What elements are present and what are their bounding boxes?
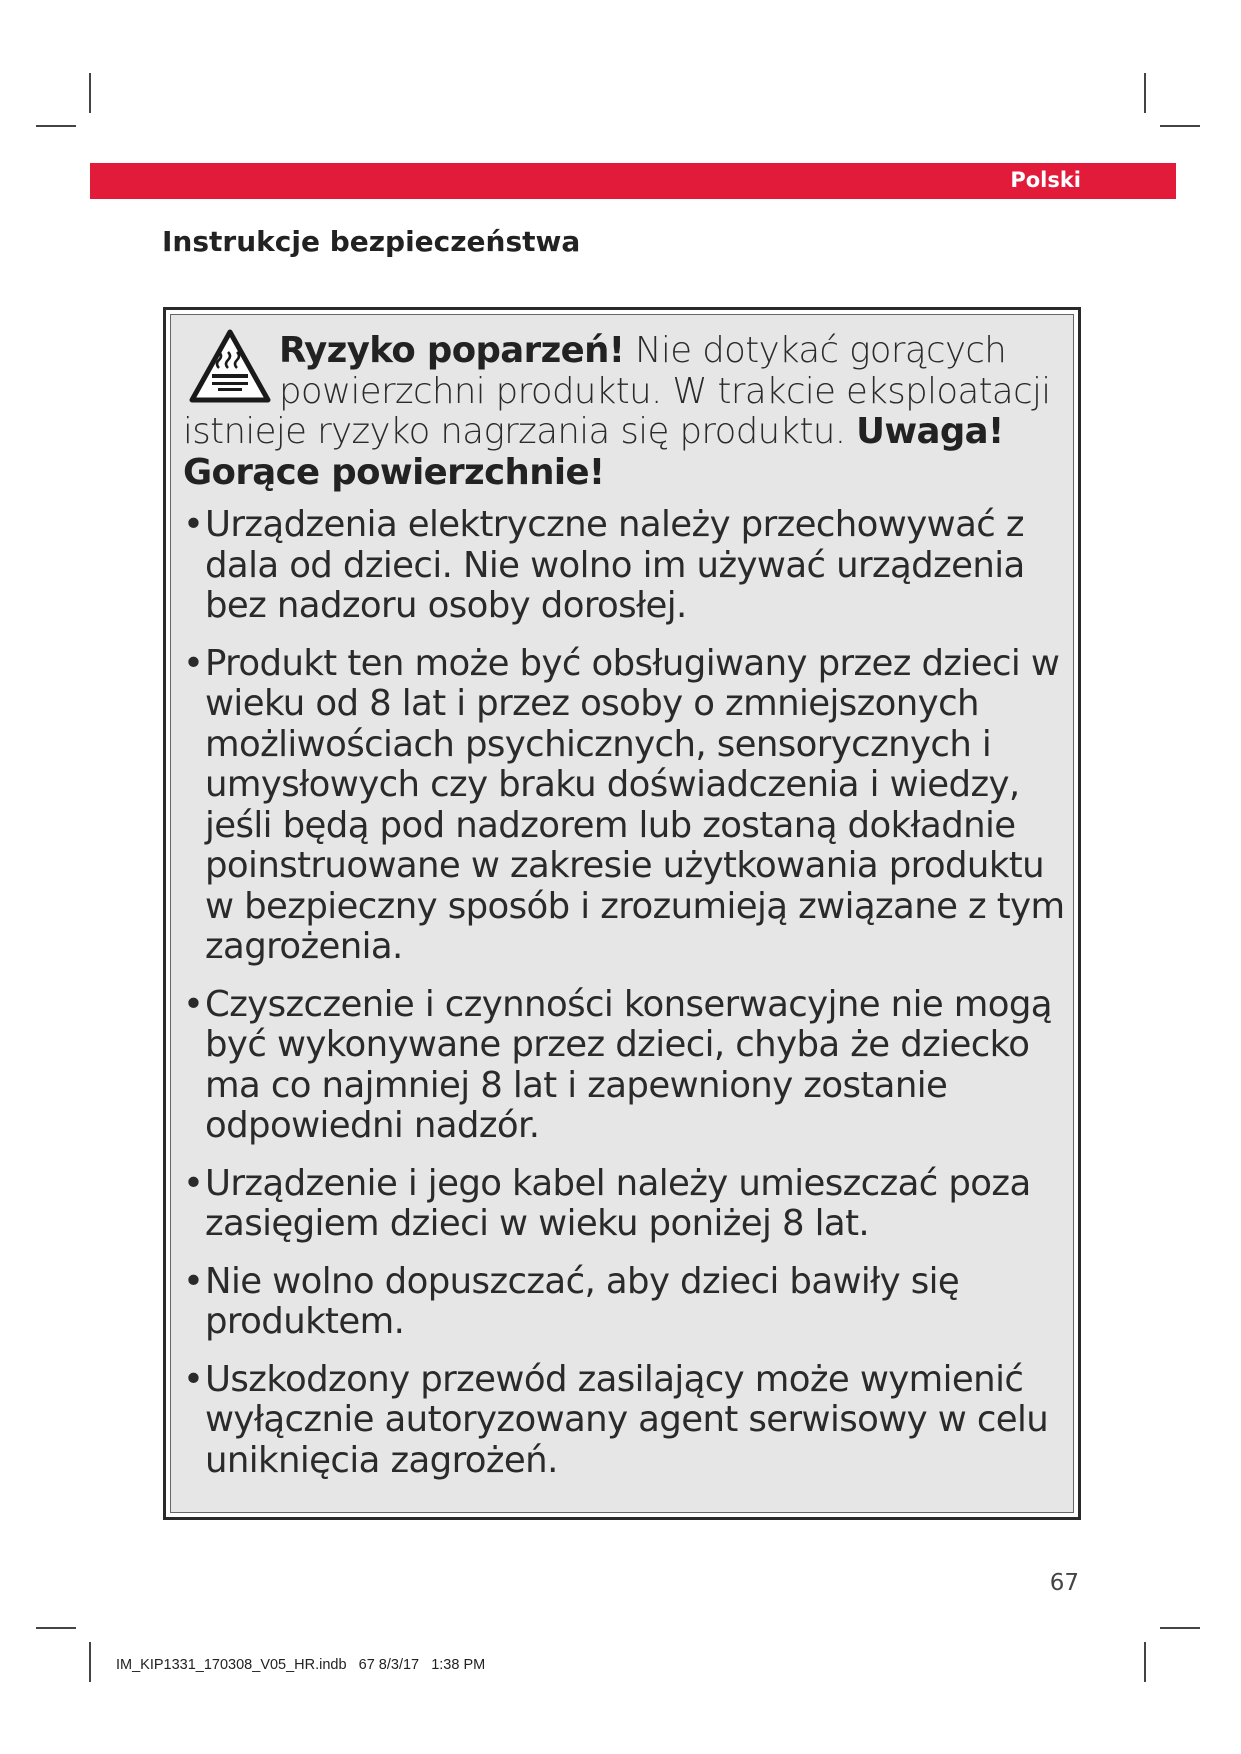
page-number: 67 (1049, 1570, 1079, 1596)
list-item: • Urządzenie i jego kabel należy umieszczać poza zasięgiem dzieci w wieku poniżej 8 lat. (183, 1164, 1073, 1245)
list-item: • Nie wolno dopuszczać, aby dzieci bawiły się produktem. (183, 1262, 1073, 1343)
warning-description: Nie dotykać gorących powierzchni produktu. W trakcie eksploatacji istnieje ryzyko nagrzania się produktu. (183, 330, 1051, 452)
language-header-bar (90, 163, 1176, 199)
list-item: • Czyszczenie i czynności konserwacyjne nie mogą być wykonywane przez dzieci, chyba że dziecko ma co najmniej 8 lat i zapewniony zostanie odpowiedni nadzór. (183, 985, 1073, 1147)
warning-intro (183, 331, 1063, 493)
list-item: • Urządzenia elektryczne należy przechowywać z dala od dzieci. Nie wolno im używać urządzenia bez nadzoru osoby dorosłej. (183, 505, 1073, 627)
warning-heading: Ryzyko poparzeń! (279, 330, 625, 371)
crop-mark-bottom-left-horizontal (36, 1627, 76, 1629)
crop-mark-top-left-vertical (89, 73, 91, 113)
caution-text: Uwaga! Gorące powierzchnie! (183, 411, 1004, 493)
list-item: • Produkt ten może być obsługiwany przez dzieci w wieku od 8 lat i przez osoby o zmniejszonych możliwościach psychicznych, sensorycznych i umysłowych czy braku doświadczenia i wiedzy, jeśli będą pod nadzorem lub zostaną dokładnie poinstruowane w zakresie użytkowania produktu w bezpieczny sposób i zrozumieją związane z tym zagrożenia. (183, 644, 1073, 968)
safety-bullet-list (183, 505, 1073, 1498)
list-item: • Uszkodzony przewód zasilający może wymienić wyłącznie autoryzowany agent serwisowy w celu uniknięcia zagrożeń. (183, 1360, 1073, 1482)
crop-mark-bottom-right-horizontal (1160, 1627, 1200, 1629)
section-title: Instrukcje bezpieczeństwa (162, 225, 581, 258)
crop-mark-bottom-right-vertical (1144, 1642, 1146, 1682)
safety-warning-inner (170, 314, 1074, 1513)
crop-mark-top-right-vertical (1144, 73, 1146, 113)
language-label: Polski (1010, 168, 1081, 192)
crop-mark-top-right-horizontal (1160, 125, 1200, 127)
print-slug-footer: IM_KIP1331_170308_V05_HR.indb 67 8/3/17 1:38 PM (116, 1657, 486, 1673)
crop-mark-top-left-horizontal (36, 125, 76, 127)
crop-mark-bottom-left-vertical (89, 1642, 91, 1682)
safety-warning-box (163, 307, 1081, 1520)
